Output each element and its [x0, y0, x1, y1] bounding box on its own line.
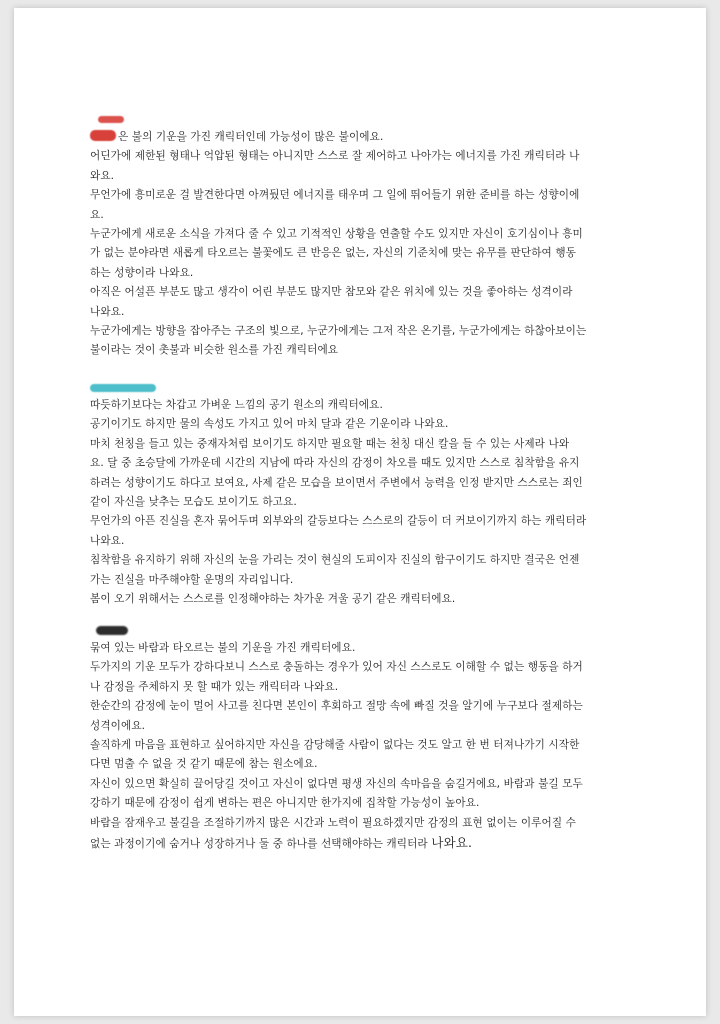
paragraph-line: 공기이기도 하지만 물의 속성도 가지고 있어 마치 달과 같은 기운이라 나와요.	[90, 418, 449, 431]
paragraph-line: 누군가에게 새로운 소식을 가져다 줄 수 있고 기적적인 상황을 연출할 수도 있지만 자신이 호기심이나 흥미	[90, 228, 583, 241]
paragraph-line: 불이라는 것이 촛불과 비슷한 원소를 가진 캐릭터에요	[90, 344, 339, 357]
paragraph-line: 가 없는 분야라면 새롭게 타오르는 불꽃에도 큰 반응은 없는, 자신의 기준치에 맞는 유무를 판단하여 행동	[90, 247, 577, 260]
teal-marker-heading	[90, 376, 650, 396]
paragraph-line: 마치 천칭을 들고 있는 중재자처럼 보이기도 하지만 필요할 때는 천칭 대신 칼을 들 수 있는 사제라 나와	[90, 437, 570, 450]
paragraph-line: 누군가에게는 방향을 잡아주는 구조의 빛으로, 누군가에게는 그저 작은 온기를, 누군가에게는 하찮아보이는	[90, 325, 587, 338]
paragraph-line: 성격이에요.	[90, 719, 146, 732]
paragraph-line: 나와요.	[90, 305, 125, 318]
paragraph-line: 자신이 있으면 확실히 끌어당길 것이고 자신이 없다면 평생 자신의 속마음을 숨길거에요, 바람과 불길 모두	[90, 777, 583, 790]
teal-marker-stroke	[90, 384, 156, 392]
paragraph-line: 무언가의 아픈 진실을 혼자 묶어두며 외부와의 갈등보다는 스스로의 갈등이 더 커보이기까지 하는 캐릭터라	[90, 515, 587, 528]
paragraph-line: 바람을 잠재우고 불길을 조절하기까지 많은 시간과 노력이 필요하겠지만 감정의 표현 없이는 이루어질 수	[90, 816, 576, 829]
paragraph-line: 솔직하게 마음을 표현하고 싶어하지만 자신을 감당해줄 사람이 없다는 것도 알고 한 번 터져나가기 시작한	[90, 739, 580, 752]
section-wind-fire	[90, 619, 650, 854]
paragraph-line: 나 감정을 주체하지 못 할 때가 있는 캐릭터라 나와요.	[90, 680, 339, 693]
paragraph-line: 다면 멈출 수 없을 것 같기 때문에 참는 원소에요.	[90, 758, 318, 771]
paragraph-line	[90, 833, 650, 854]
paragraph-line: 한순간의 감정에 눈이 멀어 사고를 친다면 본인이 후회하고 절망 속에 빠질 것을 알기에 누구보다 절제하는	[90, 700, 583, 713]
paragraph-line	[90, 128, 650, 147]
paragraph-line: 침착함을 유지하기 위해 자신의 눈을 가리는 것이 현실의 도피이자 진실의 함구이기도 하지만 결국은 언젠	[90, 554, 580, 567]
paragraph-line: 같이 자신을 낮추는 모습도 보이기도 하고요.	[90, 496, 297, 509]
paragraph-line: 요.	[90, 208, 104, 221]
line-text: 없는 과정이기에 숨거나 성장하거나 둘 중 하나를 선택해야하는 캐릭터라	[90, 838, 428, 851]
black-marker-heading	[90, 619, 650, 639]
paragraph-line: 묶여 있는 바람과 타오르는 불의 기운을 가진 캐릭터에요.	[90, 642, 356, 654]
paragraph-line: 가는 진실을 마주해야할 운명의 자리입니다.	[90, 573, 294, 586]
paragraph-line: 따듯하기보다는 차갑고 가벼운 느낌의 공기 원소의 캐릭터에요.	[90, 399, 383, 411]
section-fire	[90, 108, 650, 361]
paragraph-line: 아직은 어설픈 부분도 많고 생각이 어린 부분도 많지만 참모와 같은 위치에 있는 것을 좋아하는 성격이라	[90, 286, 573, 299]
red-marker-stroke	[98, 116, 124, 123]
paragraph-line: 요. 달 중 초승달에 가까운데 시간의 지남에 따라 자신의 감정이 차오를 때도 있지만 스스로 침착함을 유지	[90, 457, 580, 470]
red-marker-heading	[90, 108, 650, 128]
line-text: 은 불의 기운을 가진 캐릭터인데 가능성이 많은 불이에요.	[118, 131, 384, 143]
paragraph-line: 하는 성향이라 나와요.	[90, 266, 194, 279]
paragraph-line: 어딘가에 제한된 형태나 억압된 형태는 아니지만 스스로 잘 제어하고 나아가는 에너지를 가진 캐릭터라 나	[90, 150, 580, 163]
paragraph-line: 두가지의 기운 모두가 강하다보니 스스로 충돌하는 경우가 있어 자신 스스로도 이해할 수 없는 행동을 하거	[90, 661, 583, 674]
paragraph-line: 나와요.	[90, 534, 125, 547]
section-air	[90, 376, 650, 609]
paragraph-line: 무언가에 흥미로운 걸 발견한다면 아껴뒀던 에너지를 태우며 그 일에 뛰어들기 위한 준비를 하는 성향이에	[90, 189, 580, 202]
paragraph-line: 하려는 성향이기도 하다고 보여요, 사제 같은 모습을 보이면서 주변에서 능력을 인정 받지만 스스로는 죄인	[90, 476, 583, 489]
black-marker-stroke	[96, 626, 128, 635]
paragraph-line: 강하기 때문에 감정이 쉽게 변하는 편은 아니지만 한가지에 집착할 가능성이 높아요.	[90, 797, 480, 810]
document-page	[14, 8, 706, 1016]
closing-word: 나와요.	[431, 835, 473, 851]
paragraph-line: 와요.	[90, 169, 115, 182]
paragraph-line: 봄이 오기 위해서는 스스로를 인정해야하는 차가운 겨울 공기 같은 캐릭터에요.	[90, 593, 456, 606]
redacted-name	[90, 130, 116, 141]
